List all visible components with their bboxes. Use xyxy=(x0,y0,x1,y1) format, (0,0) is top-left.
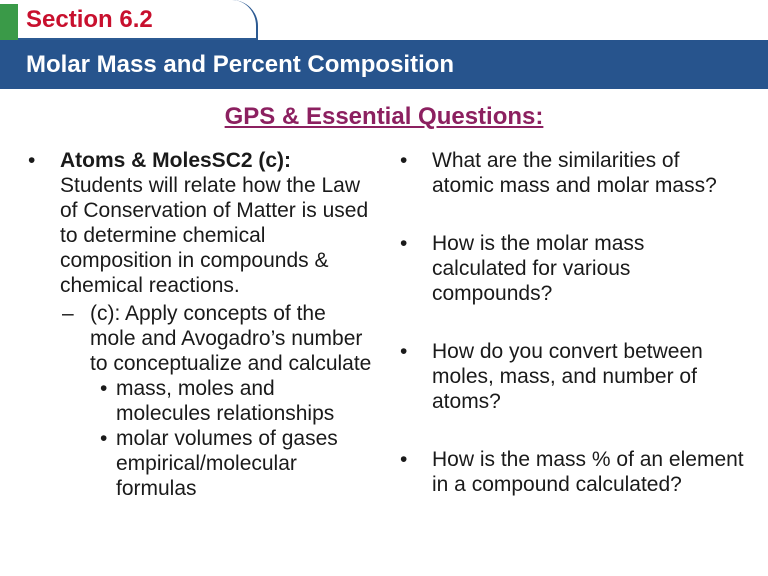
standard-bullet xyxy=(22,148,374,298)
question-text: How do you convert between moles, mass, and number of atoms? xyxy=(432,340,703,413)
bullet-marker: • xyxy=(400,448,408,471)
question-text: How is the mass % of an element in a compound calculated? xyxy=(432,448,744,496)
bullet-marker: • xyxy=(400,149,408,172)
bullet-marker: • xyxy=(400,340,408,363)
bullet-marker: • xyxy=(100,377,108,400)
header-title: Molar Mass and Percent Composition xyxy=(26,51,455,78)
slide-title: GPS & Essential Questions: xyxy=(224,103,544,130)
question-text: What are the similarities of atomic mass and molar mass? xyxy=(432,149,717,197)
question-text: How is the molar mass calculated for various compounds? xyxy=(432,232,645,305)
element-text: (c): Apply concepts of the mole and Avogadro’s number to conceptualize and calculate xyxy=(90,302,372,375)
left-column xyxy=(22,148,374,501)
dash-marker: – xyxy=(62,302,74,325)
right-column xyxy=(394,148,744,497)
section-tab-accent xyxy=(0,4,18,40)
bullet-marker: • xyxy=(100,427,108,450)
standard-element xyxy=(22,301,374,376)
question-item xyxy=(394,231,744,306)
element-sub-item xyxy=(22,426,374,501)
section-label: Section 6.2 xyxy=(26,6,153,33)
bullet-marker: • xyxy=(400,232,408,255)
standard-text: Students will relate how the Law of Conservation of Matter is used to determine chemical composition in compounds & chemical reactions. xyxy=(60,174,369,297)
question-item xyxy=(394,447,744,497)
sub-item-text: molar volumes of gases empirical/molecular formulas xyxy=(116,427,338,500)
bullet-marker: • xyxy=(28,149,36,172)
standard-code: Atoms & MolesSC2 (c): xyxy=(60,149,292,172)
question-item xyxy=(394,148,744,198)
element-sub-item xyxy=(22,376,374,426)
question-item xyxy=(394,339,744,414)
sub-item-text: mass, moles and molecules relationships xyxy=(116,377,335,425)
